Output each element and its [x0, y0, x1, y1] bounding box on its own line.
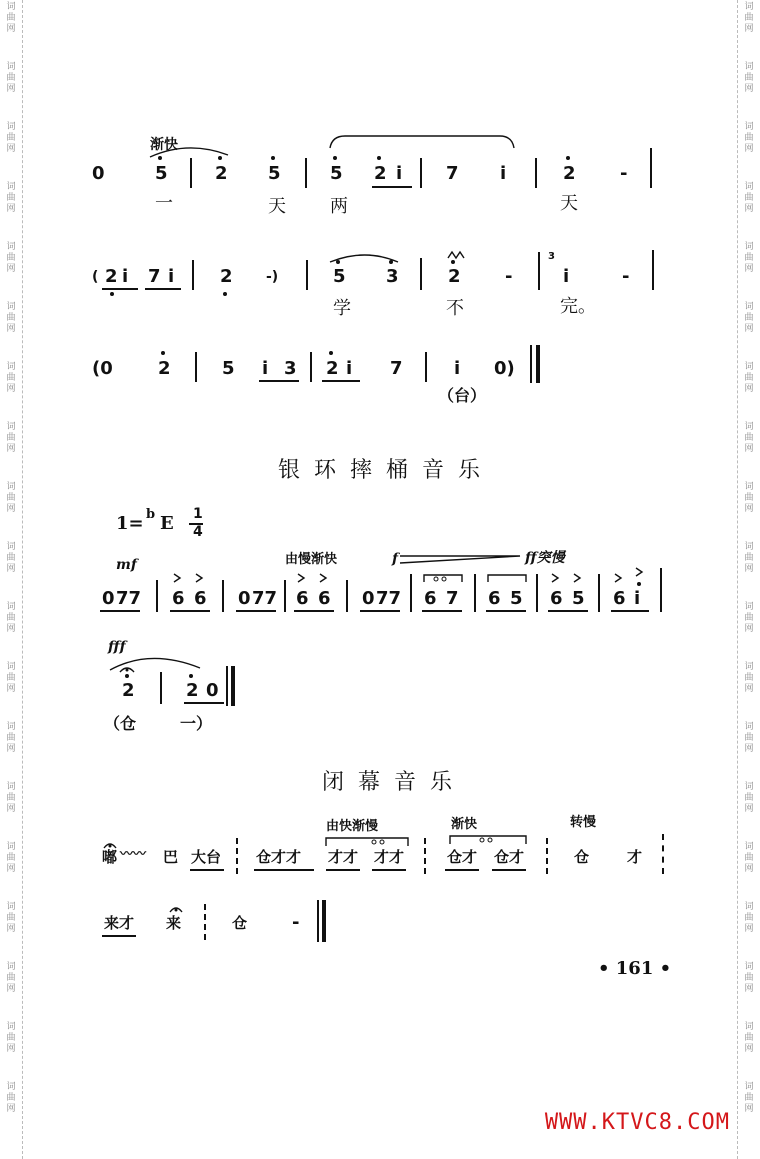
- watermark-text: 词 曲 网: [744, 722, 754, 754]
- watermark-text: 词 曲 网: [744, 1082, 754, 1114]
- expression: 转慢: [570, 815, 597, 830]
- note: 77: [252, 588, 278, 609]
- watermark-text: 词 曲 网: [6, 782, 16, 814]
- watermark-text: 词 曲 网: [6, 1082, 16, 1114]
- note: 6: [318, 588, 331, 609]
- note: 2: [374, 163, 387, 184]
- note: 77: [116, 588, 142, 609]
- percussion-syllable: 才才: [328, 848, 359, 866]
- key-note: E: [160, 513, 174, 534]
- note: 0: [102, 588, 115, 609]
- percussion-syllable: 才才: [374, 848, 405, 866]
- grace-note: 3: [548, 251, 555, 262]
- watermark-text: 词 曲 网: [744, 362, 754, 394]
- percussion-label: （台）: [438, 386, 487, 405]
- note: 5: [155, 163, 168, 184]
- watermark-text: 词 曲 网: [6, 962, 16, 994]
- watermark-text: 词 曲 网: [744, 182, 754, 214]
- phrase-bracket: [330, 136, 514, 148]
- percussion-syllable: 嘟: [102, 848, 118, 866]
- note: 5: [510, 588, 523, 609]
- note: 6: [424, 588, 437, 609]
- percussion-syllable: 仓: [232, 914, 248, 932]
- note: -: [292, 912, 300, 933]
- percussion-syllable: 来才: [104, 914, 135, 932]
- note: 0: [238, 588, 251, 609]
- note: 5: [268, 163, 281, 184]
- dynamic-mf: mf: [116, 557, 137, 573]
- lyric: 不: [446, 298, 464, 319]
- watermark-text: 词 曲 网: [744, 782, 754, 814]
- watermark-text: 词 曲 网: [744, 422, 754, 454]
- slur-arc: [150, 148, 228, 157]
- percussion-syllable: 巴: [163, 848, 179, 866]
- note: 6: [550, 588, 563, 609]
- note: i: [122, 266, 129, 287]
- note: 2: [220, 266, 233, 287]
- key-signature: 1=: [116, 513, 144, 534]
- trill-mark: [448, 252, 464, 258]
- watermark-text: 词 曲 网: [6, 122, 16, 154]
- note: i: [262, 358, 269, 379]
- slur-arc: [330, 255, 398, 262]
- site-watermark: WWW.KTVC8.COM: [544, 1110, 730, 1135]
- note: i: [454, 358, 461, 379]
- lyric: 天: [268, 196, 286, 217]
- meter-top: 1: [193, 506, 203, 522]
- note: 7: [446, 588, 459, 609]
- note: 0: [92, 163, 105, 184]
- note: 6: [194, 588, 207, 609]
- percussion-syllable: 仓才才: [256, 848, 302, 866]
- watermark-text: 词 曲 网: [744, 302, 754, 334]
- watermark-text: 词 曲 网: [6, 722, 16, 754]
- accent: [298, 574, 326, 582]
- note: 2: [326, 358, 339, 379]
- watermark-text: 词 曲 网: [6, 842, 16, 874]
- note: i: [168, 266, 175, 287]
- expression: 渐快: [451, 817, 478, 832]
- watermark-text: 词 曲 网: [744, 62, 754, 94]
- note: 6: [172, 588, 185, 609]
- watermark-text: 词 曲 网: [6, 482, 16, 514]
- percussion-syllable: 大台: [191, 848, 222, 866]
- expression: 由快渐慢: [326, 819, 379, 834]
- percussion-syllable: 仓才: [494, 848, 525, 866]
- note: 7: [148, 266, 161, 287]
- note: i: [396, 163, 403, 184]
- note: (: [92, 269, 99, 285]
- watermark-text: 词 曲 网: [6, 422, 16, 454]
- tempo-mark: 渐快: [150, 137, 178, 153]
- watermark-text: 词 曲 网: [744, 1022, 754, 1054]
- watermark-text: 词 曲 网: [6, 662, 16, 694]
- note: -: [620, 163, 628, 184]
- accent: [174, 574, 202, 582]
- percussion-label: （仓: [104, 714, 137, 733]
- watermark-text: 词 曲 网: [744, 662, 754, 694]
- lyric: 天: [560, 193, 578, 214]
- watermark-text: 词 曲 网: [6, 902, 16, 934]
- watermark-text: 词 曲 网: [744, 242, 754, 274]
- note: 6: [296, 588, 309, 609]
- dynamic-fff: fff: [108, 639, 126, 655]
- watermark-text: 词 曲 网: [744, 602, 754, 634]
- note: i: [346, 358, 353, 379]
- note: -: [622, 266, 630, 287]
- watermark-text: 词 曲 网: [6, 542, 16, 574]
- bracket: [326, 838, 408, 846]
- expression: 由慢渐快: [285, 552, 338, 567]
- note: 2: [563, 163, 576, 184]
- note: 5: [572, 588, 585, 609]
- watermark-text: 词 曲 网: [744, 122, 754, 154]
- note: 7: [390, 358, 403, 379]
- watermark-text: 词 曲 网: [6, 362, 16, 394]
- note: 2: [158, 358, 171, 379]
- key-flat: b: [146, 507, 156, 522]
- bracket: [488, 575, 526, 582]
- note: -: [505, 266, 513, 287]
- note: 2: [186, 680, 199, 701]
- percussion-syllable: 来: [166, 914, 182, 932]
- note: -): [266, 269, 279, 285]
- watermark-text: 词 曲 网: [744, 542, 754, 574]
- watermark-text: 词 曲 网: [6, 302, 16, 334]
- watermark-text: 词 曲 网: [6, 1022, 16, 1054]
- note: 7: [446, 163, 459, 184]
- accent: [615, 568, 642, 582]
- dynamic-f: f: [392, 551, 399, 567]
- percussion-syllable: 仓: [574, 848, 590, 866]
- watermark-text: 词 曲 网: [6, 62, 16, 94]
- note: 5: [330, 163, 343, 184]
- note: 6: [613, 588, 626, 609]
- watermark-text: 词 曲 网: [744, 482, 754, 514]
- page-number: • 161 •: [598, 958, 672, 979]
- note: 3: [284, 358, 297, 379]
- watermark-text: 词 曲 网: [744, 2, 754, 34]
- lyric: 一: [155, 193, 173, 214]
- note: i: [500, 163, 507, 184]
- lyric: 两: [330, 196, 348, 217]
- lyric: 完。: [560, 296, 596, 317]
- percussion-label: 一）: [180, 714, 213, 733]
- watermark-text: 词 曲 网: [744, 962, 754, 994]
- watermark-text: 词 曲 网: [6, 182, 16, 214]
- note: 2: [105, 266, 118, 287]
- watermark-text: 词 曲 网: [6, 602, 16, 634]
- percussion-syllable: 才: [627, 848, 643, 866]
- note: 3: [386, 266, 399, 287]
- note: i: [563, 266, 570, 287]
- note: 6: [488, 588, 501, 609]
- note: 0: [362, 588, 375, 609]
- meter-bottom: 4: [193, 524, 203, 540]
- watermark-text: 词 曲 网: [744, 842, 754, 874]
- watermark-text: 词 曲 网: [6, 242, 16, 274]
- section-title: 闭幕音乐: [322, 770, 467, 795]
- note: i: [634, 588, 641, 609]
- watermark-text: 词 曲 网: [744, 902, 754, 934]
- note: 2: [122, 680, 135, 701]
- note: 77: [376, 588, 402, 609]
- tremolo-mark: 〰〰: [120, 847, 147, 862]
- note: 2: [215, 163, 228, 184]
- accent: [552, 574, 580, 582]
- percussion-syllable: 仓才: [447, 848, 478, 866]
- note: 0: [206, 680, 219, 701]
- note: (0: [92, 358, 113, 379]
- dynamic-ff: ff突慢: [525, 550, 565, 566]
- note: 0): [494, 358, 515, 379]
- note: 5: [333, 266, 346, 287]
- note: 2: [448, 266, 461, 287]
- watermark-text: 词 曲 网: [6, 2, 16, 34]
- note: 5: [222, 358, 235, 379]
- section-title: 银环摔桶音乐: [278, 458, 495, 483]
- crescendo-hairpin: [400, 556, 520, 563]
- lyric: 学: [333, 298, 351, 319]
